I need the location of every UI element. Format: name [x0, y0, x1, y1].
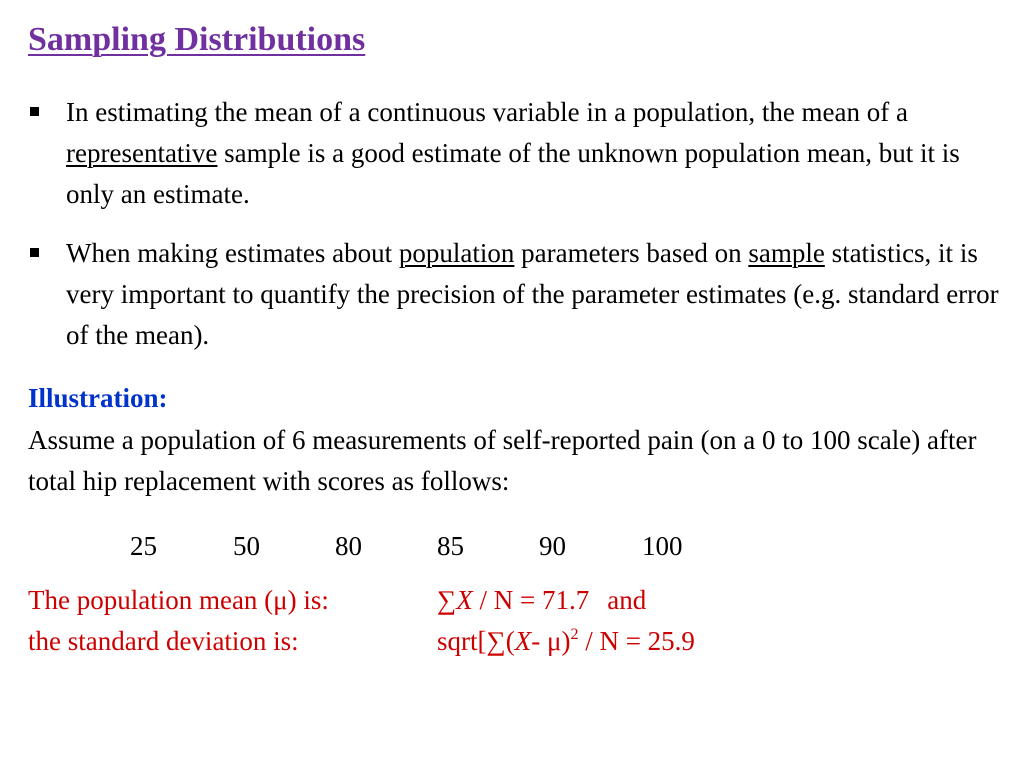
mean-formula: [437, 580, 646, 620]
underlined-term: sample: [748, 238, 825, 268]
score-value: 100: [642, 531, 683, 561]
variable-x: X: [456, 585, 473, 615]
bullet-text: sample is a good estimate of the unknown population mean, but it is only an estimate.: [66, 138, 960, 209]
sum-symbol: ∑: [437, 585, 457, 615]
underlined-term: population: [398, 238, 515, 268]
bullet-text: When making estimates about: [66, 238, 399, 268]
sd-prefix: sqrt[∑(: [437, 626, 515, 656]
and-text: and: [607, 585, 647, 615]
score-value: 50: [233, 531, 260, 561]
sd-middle: - μ): [531, 626, 571, 656]
score-list: [0, 526, 1024, 566]
sd-formula: [437, 621, 695, 661]
illustration-text: Assume a population of 6 measurements of self-reported pain (on a 0 to 100 scale) after total hip replacement with scores as follows:: [28, 425, 977, 496]
underlined-term: representative: [66, 138, 218, 168]
mean-label: The population mean (μ) is:: [28, 585, 329, 615]
square-bullet-icon: [30, 248, 39, 257]
sd-result: / N = 25.9: [578, 626, 695, 656]
bullet-text: parameters based on: [514, 238, 749, 268]
score-value: 90: [539, 531, 566, 561]
score-value: 80: [335, 531, 362, 561]
illustration-label: Illustration:: [28, 383, 168, 413]
score-value: 25: [130, 531, 157, 561]
exponent: 2: [570, 626, 579, 643]
bullet-text: In estimating the mean of a continuous variable in a population, the mean of a: [66, 97, 908, 127]
bullet-list: [28, 92, 1003, 374]
square-bullet-icon: [30, 107, 39, 116]
sd-label: the standard deviation is:: [28, 626, 299, 656]
variable-x: X: [514, 626, 532, 656]
mean-result: / N = 71.7: [472, 585, 590, 615]
bullet-item: [28, 233, 1003, 356]
slide-title: Sampling Distributions: [28, 21, 366, 58]
bullet-item: [28, 92, 1003, 215]
bullet-text: statistics, it is very important to quantify the precision of the parameter estimates (e.g. standard error of the mean).: [66, 238, 999, 350]
score-value: 85: [437, 531, 464, 561]
